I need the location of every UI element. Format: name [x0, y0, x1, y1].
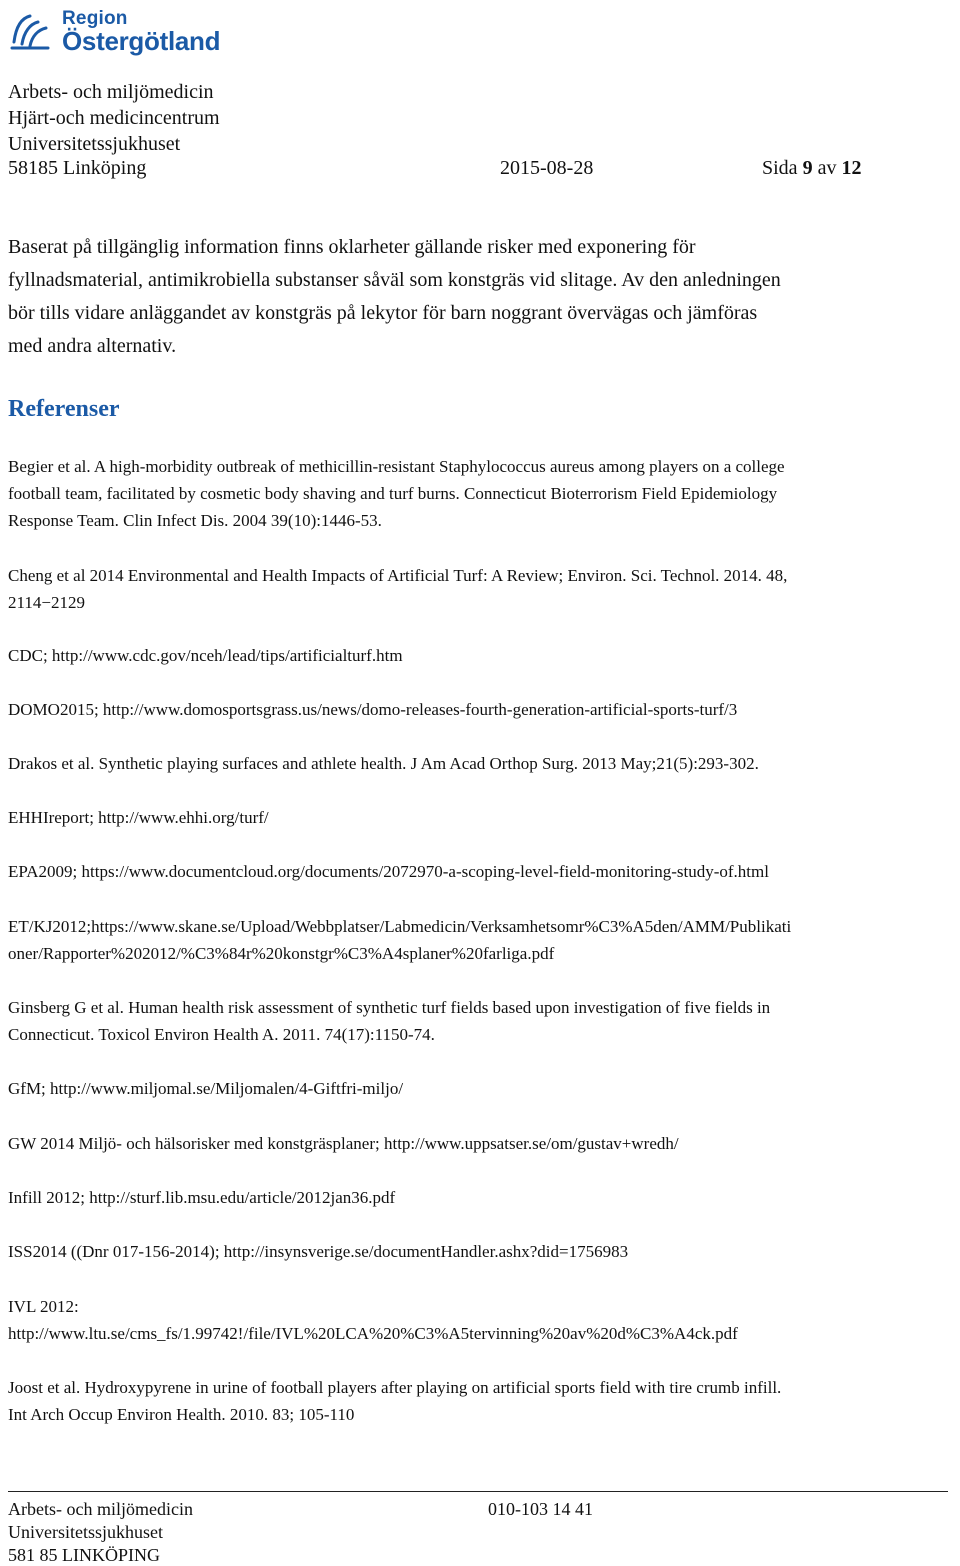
reference-line: Infill 2012; http://sturf.lib.msu.edu/article/2012jan36.pdf	[8, 1188, 396, 1207]
reference-drakos	[8, 750, 956, 777]
reference-line: Ginsberg G et al. Human health risk assessment of synthetic turf fields based upon investigation of five fields in	[8, 998, 771, 1017]
header-date: 2015-08-28	[500, 157, 594, 179]
paragraph-line: med andra alternativ.	[8, 335, 177, 357]
footer-hospital: Universitetssjukhuset	[8, 1522, 163, 1542]
reference-cdc	[8, 642, 956, 669]
reference-line: Int Arch Occup Environ Health. 2010. 83; 105-110	[8, 1405, 355, 1424]
reference-gfm	[8, 1075, 956, 1102]
reference-line: CDC; http://www.cdc.gov/nceh/lead/tips/artificialturf.htm	[8, 646, 403, 665]
reference-joost	[8, 1374, 956, 1428]
page-prefix: Sida	[762, 157, 803, 179]
reference-iss	[8, 1238, 956, 1265]
reference-line: Connecticut. Toxicol Environ Health A. 2011. 74(17):1150-74.	[8, 1025, 435, 1044]
header-city: 58185 Linköping	[8, 157, 147, 179]
reference-infill	[8, 1184, 956, 1211]
logo-text-ostergotland: Östergötland	[62, 26, 221, 56]
footer-city: 581 85 LINKÖPING	[8, 1545, 160, 1565]
logo-text-region: Region	[62, 8, 128, 29]
page-mid: av	[812, 157, 842, 179]
reference-line: football team, facilitated by cosmetic body shaving and turf burns. Connecticut Bioterrorism Field Epidemiology	[8, 484, 778, 503]
region-ostergotland-logo	[8, 6, 221, 56]
paragraph-line: fyllnadsmaterial, antimikrobiella substanser såväl som konstgräs vid slitage. Av den anledningen	[8, 269, 781, 291]
reference-domo	[8, 696, 956, 723]
page-indicator	[762, 157, 861, 180]
paragraph-line: bör tills vidare anläggandet av konstgräs på lekytor för barn noggrant övervägas och jämföras	[8, 302, 758, 324]
reference-ivl	[8, 1293, 956, 1347]
reference-line: Cheng et al 2014 Environmental and Health Impacts of Artificial Turf: A Review; Environ. Sci. Technol. 2014. 48,	[8, 566, 788, 585]
reference-line: http://www.ltu.se/cms_fs/1.99742!/file/IVL%20LCA%20%C3%A5tervinning%20av%20d%C3%A4ck.pdf	[8, 1324, 738, 1343]
reference-line: EHHIreport; http://www.ehhi.org/turf/	[8, 808, 269, 827]
page-current: 9	[802, 157, 813, 179]
reference-line: IVL 2012:	[8, 1297, 79, 1316]
reference-cheng	[8, 562, 956, 616]
reference-epa	[8, 858, 956, 885]
reference-ehhi	[8, 804, 956, 831]
header-department: Arbets- och miljömedicin	[8, 81, 214, 103]
header-hospital: Universitetssjukhuset	[8, 133, 181, 155]
reference-line: GfM; http://www.miljomal.se/Miljomalen/4-Giftfri-miljo/	[8, 1079, 404, 1098]
reference-line: oner/Rapporter%202012/%C3%84r%20konstgr%C3%A4splaner%20farliga.pdf	[8, 944, 555, 963]
reference-ginsberg	[8, 994, 956, 1048]
footer-phone: 010-103 14 41	[488, 1499, 593, 1519]
reference-line: 2114−2129	[8, 593, 85, 612]
reference-line: EPA2009; https://www.documentcloud.org/documents/2072970-a-scoping-level-field-monitoring-study-of.html	[8, 862, 769, 881]
crown-emblem-icon	[8, 8, 54, 52]
reference-line: DOMO2015; http://www.domosportsgrass.us/news/domo-releases-fourth-generation-artificial-sports-turf/3	[8, 700, 738, 719]
reference-line: ET/KJ2012;https://www.skane.se/Upload/Webbplatser/Labmedicin/Verksamhetsomr%C3%A5den/AMM/Publikati	[8, 917, 792, 936]
reference-gw	[8, 1130, 956, 1157]
reference-line: Response Team. Clin Infect Dis. 2004 39(10):1446-53.	[8, 511, 382, 530]
reference-line: Drakos et al. Synthetic playing surfaces and athlete health. J Am Acad Orthop Surg. 2013 May;21(5):293-302.	[8, 754, 759, 773]
body-paragraph	[8, 231, 958, 363]
reference-etkj	[8, 913, 956, 967]
paragraph-line: Baserat på tillgänglig information finns oklarheter gällande risker med exponering för	[8, 236, 696, 258]
footer-department: Arbets- och miljömedicin	[8, 1499, 193, 1519]
reference-begier	[8, 453, 956, 534]
reference-line: ISS2014 ((Dnr 017-156-2014); http://insynsverige.se/documentHandler.ashx?did=1756983	[8, 1242, 629, 1261]
reference-line: GW 2014 Miljö- och hälsorisker med konstgräsplaner; http://www.uppsatser.se/om/gustav+wredh/	[8, 1134, 679, 1153]
reference-line: Joost et al. Hydroxypyrene in urine of football players after playing on artificial sports field with tire crumb infill.	[8, 1378, 782, 1397]
header-center: Hjärt-och medicincentrum	[8, 107, 220, 129]
reference-line: Begier et al. A high-morbidity outbreak of methicillin-resistant Staphylococcus aureus among players on a college	[8, 457, 785, 476]
page-total: 12	[841, 157, 862, 179]
header-info-row	[8, 157, 888, 183]
footer-divider	[8, 1491, 948, 1492]
references-heading: Referenser	[8, 396, 120, 422]
